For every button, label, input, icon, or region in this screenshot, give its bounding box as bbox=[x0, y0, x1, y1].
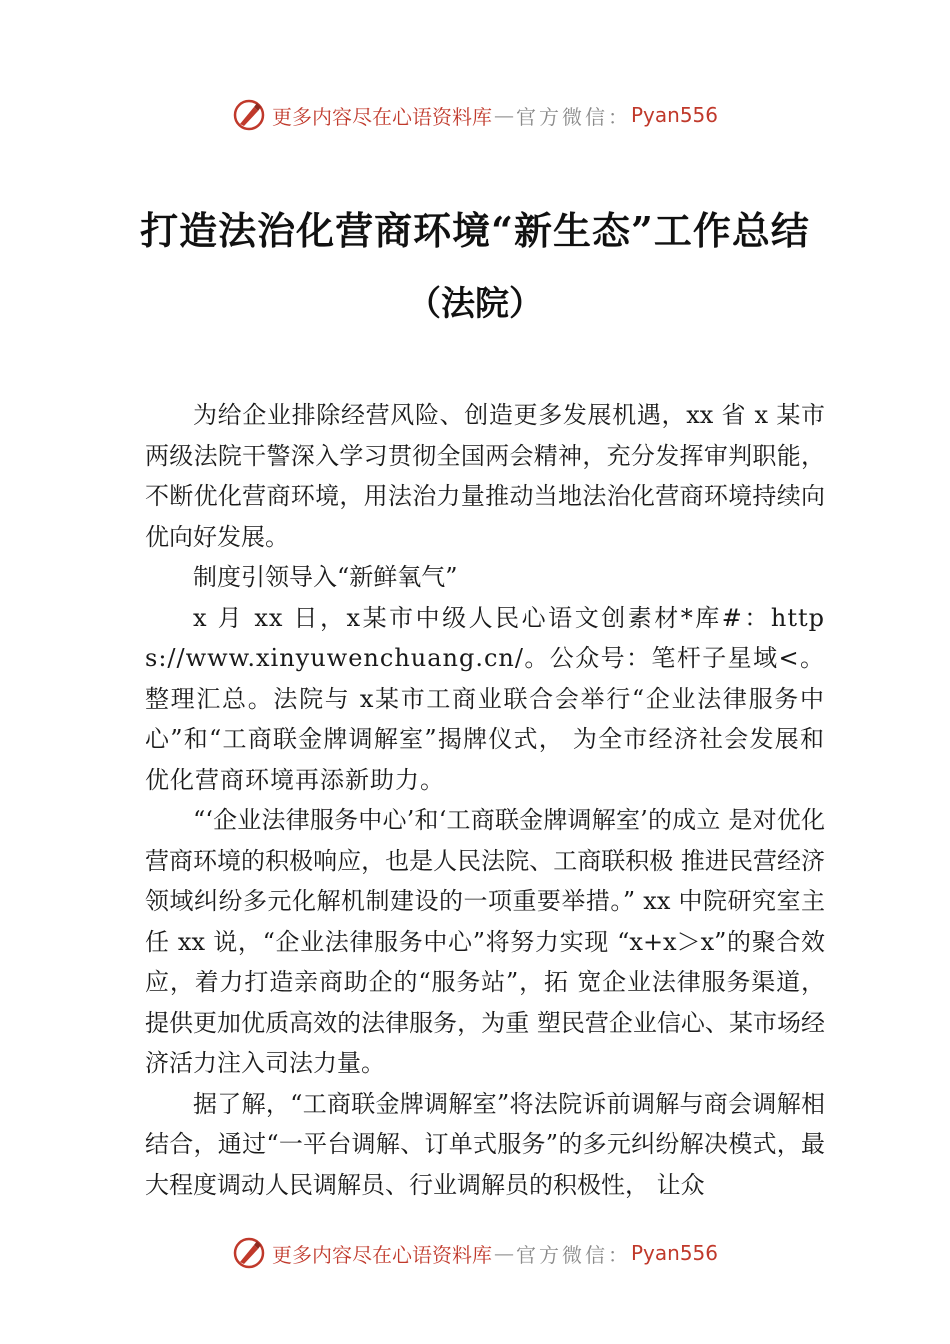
pen-nib-icon bbox=[232, 98, 266, 132]
paragraph: 制度引领导入“新鲜氧气” bbox=[193, 563, 458, 591]
paragraph: “‘企业法律服务中心’和‘工商联金牌调解室’的成立 是对优化营商环境的积极响应，也是人民法院、工商联积极 推进民营经济领域纠纷多元化解机制建设的一项重要举措。” xx 中院研究室主任 xx 说，“企业法律服务中心”将努力实现 “x+x＞x”的聚合效应，着力打造亲商助企的“服务站”，拓 宽企业法律服务渠道，提供更加优质高效的法律服务，为重 塑民营企业信心、某市场经济活力注入司法力量。 bbox=[145, 806, 825, 1077]
watermark-wechat-id: Pyan556 bbox=[630, 103, 718, 127]
paragraph: x 月 xx 日，x某市中级人民心语文创素材*库#：https://www.xinyuwenchuang.cn/。公众号：笔杆子星域<。整理汇总。法院与 x某市工商业联合会举行“企业法律服务中心”和“工商联金牌调解室”揭牌仪式， 为全市经济社会发展和优化营商环境再添新助力。 bbox=[145, 603, 825, 794]
watermark-separator: — bbox=[493, 1241, 514, 1265]
watermark-brand: 更多内容尽在心语资料库 bbox=[271, 1242, 492, 1267]
watermark-wechat-id: Pyan556 bbox=[630, 1241, 718, 1265]
watermark-wechat-label: 官方微信： bbox=[515, 1242, 631, 1267]
watermark-wechat-label: 官方微信： bbox=[515, 104, 631, 129]
footer-watermark bbox=[0, 1233, 950, 1273]
document-body bbox=[145, 395, 825, 1205]
pen-nib-icon bbox=[232, 1236, 266, 1270]
document-subtitle: （法院） bbox=[407, 284, 543, 324]
paragraph: 据了解，“工商联金牌调解室”将法院诉前调解与商会调解相结合，通过“一平台调解、订单式服务”的多元纠纷解决模式，最大程度调动人民调解员、行业调解员的积极性， 让众 bbox=[145, 1089, 825, 1199]
watermark-brand: 更多内容尽在心语资料库 bbox=[271, 104, 492, 129]
document-title: 打造法治化营商环境“新生态”工作总结 bbox=[140, 208, 810, 253]
watermark-separator: — bbox=[493, 103, 514, 127]
header-watermark bbox=[0, 95, 950, 135]
paragraph: 为给企业排除经营风险、创造更多发展机遇，xx 省 x 某市两级法院干警深入学习贯彻全国两会精神，充分发挥审判职能，不断优化营商环境，用法治力量推动当地法治化营商环境持续向优向好发展。 bbox=[145, 401, 825, 551]
